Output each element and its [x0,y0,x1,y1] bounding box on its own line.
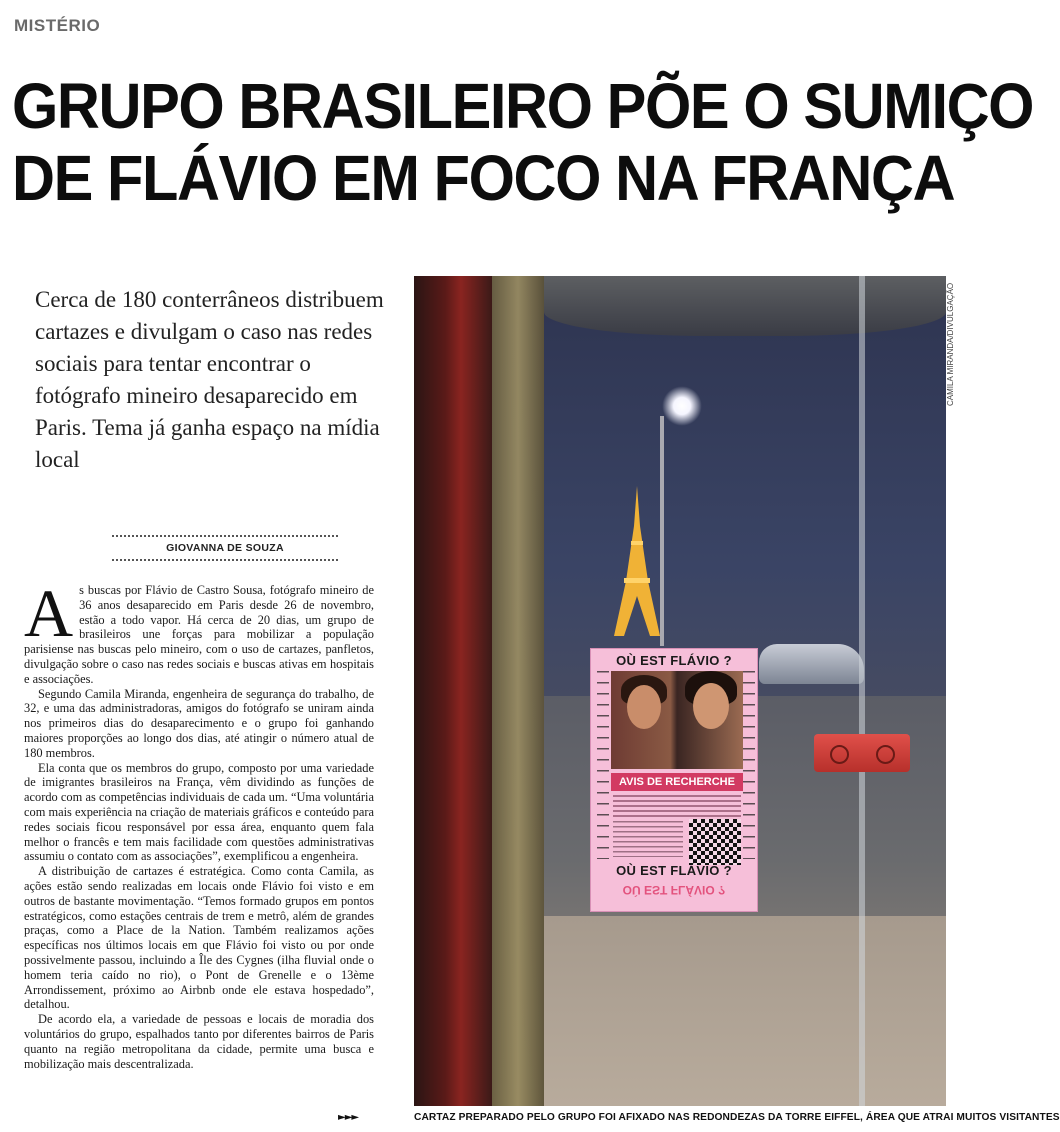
poster-mirror-text: OÙ EST FLÁVIO ? [622,883,726,897]
byline-box [112,535,338,561]
headline [12,70,1034,214]
drop-cap: A [24,575,74,651]
paragraph: De acordo ela, a variedade de pessoas e locais de moradia dos voluntários do grupo, espalhados tanto por diferentes bairros de Paris quanto na região metropolitana da cidade, permite uma busca e mobilização mais descentralizada. [24,1012,374,1071]
article-body [24,575,374,1071]
paragraph-text: s buscas por Flávio de Castro Sousa, fotógrafo mineiro de 36 anos desaparecido em Paris desde 26 de novembro, estão a todo vapor. Há cerca de 20 dias, um grupo de brasileiros une forças para mobilizar a população parisiense nas buscas pelo mineiro, com o uso de cartazes, panfletos, divulgação sobre o caso nas redes sociais e buscas ativas em hospitais e associações. [24,583,374,686]
street-lamp [662,386,702,426]
headline-line-1: GRUPO BRASILEIRO PÕE O SUMIÇO [12,70,1034,142]
paragraph: Segundo Camila Miranda, engenheira de segurança do trabalho, de 32, e uma das administradoras, amigos do fotógrafo se uniram ainda nos primeiros dias do desaparecimento e o grupo foi ganhando maiores proporções ao longo dos dias, até atingir o número atual de 180 membros. [24,686,374,760]
poster-photos [611,671,743,769]
section-tag: MISTÉRIO [14,16,101,35]
shelter-frame-red [414,276,492,1106]
poster-face-right [693,683,729,729]
glass-door-rail [859,276,865,1106]
continue-arrows-icon: ►►► [338,1112,359,1123]
sidewalk [544,916,946,1106]
door-handle [814,734,910,772]
article-photo [414,276,946,1106]
shelter-frame-edge [492,276,544,1106]
poster-face-left [627,685,661,729]
lede: Cerca de 180 conterrâneos distribuem cartazes e divulgam o caso nas redes sociais para tentar encontrar o fotógrafo mineiro desaparecido em Paris. Tema já ganha espaço na mídia local [35,287,384,472]
poster-border-right [743,671,755,859]
poster-border-left [597,671,609,859]
paragraph: Ela conta que os membros do grupo, composto por uma variedade de imigrantes brasileiros na França, vêm dividindo as funções de acordo com as competências individuais de cada um. “Uma voluntária com mais experiência na criação de materiais gráficos e conteúdo para redes sociais ficou responsável por essa área, enquanto quem fala melhor o francês e tem mais facilidade com questões administrativas assumiu o contato com as associações”, exemplificou a engenheira. [24,760,374,864]
poster-banner: AVIS DE RECHERCHE [611,773,743,791]
photo-caption: CARTAZ PREPARADO PELO GRUPO FOI AFIXADO NAS REDONDEZAS DA TORRE EIFFEL, ÁREA QUE ATRAI MUITOS VISITANTES [414,1112,1060,1123]
poster-text-lines [613,795,741,817]
handle-screw-icon [876,745,895,764]
poster-info-lines [613,821,683,857]
paragraph: A distribuição de cartazes é estratégica. Como conta Camila, as ações estão sendo realizadas em locais onde Flávio foi visto e em outros de bastante movimentação. “Temos formado grupos em pontos estratégicos, como estações centrais de trem e metrô, além de grandes praças, como a Place de la Nation. Também realizamos ações específicas nos últimos locais em que Flávio foi visto ou por onde possivelmente passou, incluindo a Île des Cygnes (ilha fluvial onde o homem teria caído no rio), o Pont de Grenelle e o 13ème Arrondissement, próximo ao Airbnb onde ele estava hospedado”, detalhou. [24,864,374,1012]
divider [112,559,338,561]
car [759,644,864,684]
handle-screw-icon [830,745,849,764]
eiffel-tower-icon [612,486,662,636]
poster-title: OÙ EST FLÁVIO ? [616,653,732,668]
bus-shelter-ceiling [544,276,946,336]
qr-code-icon [689,819,741,865]
missing-poster [590,648,758,912]
byline: GIOVANNA DE SOUZA [166,542,284,554]
paragraph [24,575,374,687]
headline-line-2: DE FLÁVIO EM FOCO NA FRANÇA [12,142,955,214]
photo-credit: CAMILA MIRANDA/DIVULGAÇÃO [946,282,955,406]
poster-title-bottom: OÙ EST FLÁVIO ? [616,863,732,878]
